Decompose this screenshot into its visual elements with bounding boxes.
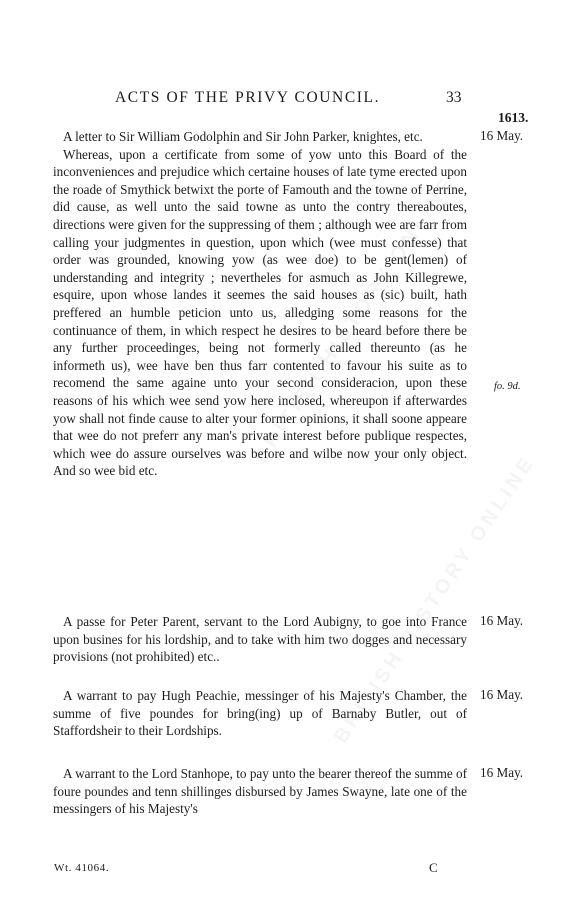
- margin-date: 16 May.: [480, 687, 524, 702]
- running-title: ACTS OF THE PRIVY COUNCIL.: [115, 89, 381, 106]
- margin-date: 16 May.: [480, 613, 524, 628]
- entry-paragraph: A warrant to the Lord Stanhope, to pay unto the bearer thereof the summe of foure poundes and tenn shillinges disbursed by James Swayne, late one of the messingers of his Majesty's: [53, 766, 467, 817]
- margin-year: 1613.: [498, 110, 529, 125]
- entry-letter-godolphin: [53, 128, 467, 480]
- page-header: [0, 89, 567, 111]
- entry-warrant-stanhope: [53, 765, 467, 818]
- margin-date: 16 May.: [480, 128, 524, 143]
- signature-mark: C: [429, 860, 438, 875]
- entry-body-paragraph: Whereas, upon a certificate from some of yow unto this Board of the inconveniences and prejudice which certaine houses of late tyme erected upon the roade of Smythick betwixt the porte of Famouth and the towne of Perrine, did cause, as well unto the said towne as unto the contry thereaboutes, directions were given for the suppressing of them ; although wee are farr from calling your judgmentes in question, upon which (wee must confesse) that order was grounded, knowing yow (as wee doe) to be gent(lemen) of understanding and integrity ; nevertheles for asmuch as John Killegrewe, esquire, upon whose landes it seemes the said houses as (sic) built, hath preffered an humble peticion unto us, alledging some reasons for the continuance of them, in which respect he desires to be heard before there be any further proceedinges, being not formerly called thereunto (as he informeth us), wee have ben thus farr contented to favour his suite as to recomend the same againe unto your second consideracion, upon these reasons of his which wee send yow here inclosed, whereupon if afterwardes yow shall not finde cause to alter your former opinions, it shall soone appeare that wee do not preferr any man's private interest before publique respectes, which wee do assure ourselves was before and wilbe now your only object. And so wee bid etc.: [53, 146, 467, 479]
- entry-heading-paragraph: A letter to Sir William Godolphin and Sir John Parker, knightes, etc.: [63, 129, 423, 144]
- page-number: 33: [446, 89, 462, 106]
- page-footer: [0, 862, 567, 878]
- entry-paragraph: A warrant to pay Hugh Peachie, messinger of his Majesty's Chamber, the summe of five poundes for bring(ing) up of Barnaby Butler, out of Staffordsheir to their Lordships.: [53, 688, 467, 739]
- folio-note: fo. 9d.: [494, 381, 521, 392]
- entry-paragraph: A passe for Peter Parent, servant to the Lord Aubigny, to goe into France upon busines for his lordship, and to take with him two dogges and necessary provisions (not prohibited) etc..: [53, 614, 467, 665]
- entry-warrant-peachie: [53, 687, 467, 740]
- margin-date: 16 May.: [480, 765, 524, 780]
- entry-passe-parent: [53, 613, 467, 666]
- printer-warrant-code: Wt. 41064.: [54, 862, 110, 874]
